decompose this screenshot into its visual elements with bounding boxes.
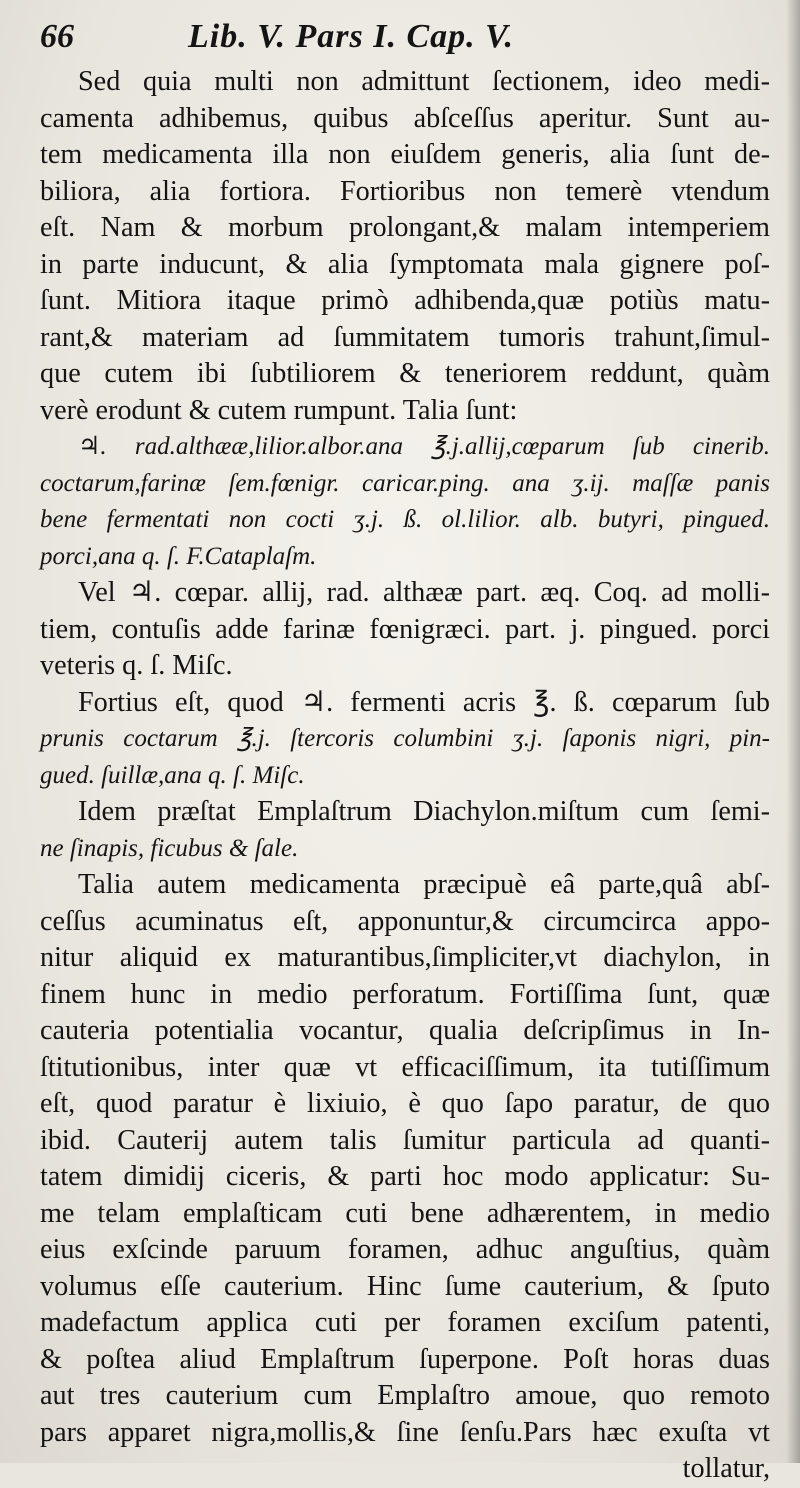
- text-line: ibid. Cauterij autem talis ſumitur particula ad quanti-: [40, 1124, 770, 1156]
- text-line: cauteria potentialia vocantur, qualia deſcripſimus in In-: [40, 1015, 770, 1046]
- text-line: Idem præſtat Emplaſtrum Diachylon.miſtum cum ſemi-: [78, 796, 770, 827]
- text-line: Sed quia multi non admittunt ſectionem, ideo medi-: [78, 66, 770, 97]
- text-line: me telam emplaſticam cuti bene adhærentem, in medio: [40, 1197, 770, 1229]
- page-edge-shadow: [786, 0, 800, 1463]
- text-line: pars apparet nigra,mollis,& ſine ſenſu.Pars hæc exuſta vt: [40, 1416, 770, 1448]
- text-line: ceſſus acuminatus eſt, apponuntur,& circumcirca appo-: [40, 905, 770, 937]
- recipe-line: ♃. rad.althææ,lilior.albor.ana ℥.j.allij,cœparum ſub cinerib.: [78, 433, 770, 460]
- recipe-line: prunis coctarum ℥.j. ſtercoris columbini ʒ.j. ſaponis nigri, pin-: [40, 725, 770, 752]
- text-line: biliora, alia fortiora. Fortioribus non temerè vtendum: [40, 175, 770, 207]
- text-line: rant,& materiam ad ſummitatem tumoris trahunt,ſimul-: [40, 321, 770, 353]
- text-line: in parte inducunt, & alia ſymptomata mala gignere poſ-: [40, 248, 770, 280]
- recipe-line: ne ſinapis, ficubus & ſale.: [40, 834, 299, 862]
- text-line: tem medicamenta illa non eiuſdem generis, alia ſunt de-: [40, 139, 770, 170]
- text-line: finem hunc in medio perforatum. Fortiſſima ſunt, quæ: [40, 978, 770, 1010]
- text-line: eius exſcinde paruum foramen, adhuc anguſtius, quàm: [40, 1234, 770, 1265]
- text-line: ſtitutionibus, inter quæ vt efficaciſſimum, ita tutiſſimum: [40, 1051, 770, 1083]
- text-line: nitur aliquid ex maturantibus,ſimpliciter,vt diachylon, in: [40, 942, 770, 973]
- text-line: tatem dimidij ciceris, & parti hoc modo applicatur: Su-: [40, 1161, 770, 1192]
- text-line: Talia autem medicamenta præcipuè eâ parte,quâ abſ-: [78, 869, 770, 900]
- body-text: [40, 64, 770, 1488]
- text-line: Vel ♃. cœpar. allij, rad. althææ part. æq. Coq. ad molli-: [78, 577, 770, 608]
- recipe-line: porci,ana q. ſ. F.Cataplaſm.: [40, 542, 317, 570]
- text-line: que cutem ibi ſubtiliorem & teneriorem reddunt, quàm: [40, 358, 770, 389]
- text-line: tiem, contuſis adde farinæ fœnigræci. part. j. pingued. porci: [40, 613, 770, 645]
- text-line: aut tres cauterium cum Emplaſtro amoue, quo remoto: [40, 1380, 770, 1411]
- recipe-line: gued. ſuillæ,ana q. ſ. Miſc.: [40, 761, 305, 789]
- page-number: 66: [40, 18, 74, 55]
- catchword: tollatur,: [682, 1453, 770, 1484]
- text-line: Fortius eſt, quod ♃. fermenti acris ℥. ß. cœparum ſub: [78, 686, 770, 718]
- recipe-line: bene fermentati non cocti ʒ.j. ß. ol.lilior. alb. butyri, pingued.: [40, 506, 770, 533]
- text-line: veteris q. ſ. Miſc.: [40, 650, 233, 681]
- text-line: ſunt. Mitiora itaque primò adhibenda,quæ potiùs matu-: [40, 285, 770, 316]
- text-line: camenta adhibemus, quibus abſceſſus aperitur. Sunt au-: [40, 102, 770, 134]
- text-line: eſt. Nam & morbum prolongant,& malam intemperiem: [40, 212, 770, 243]
- text-line: verè erodunt & cutem rumpunt. Talia ſunt:: [40, 394, 518, 426]
- running-header: [40, 18, 770, 64]
- recipe-line: coctarum,farinæ ſem.fœnigr. caricar.ping. ana ʒ.ij. maſſæ panis: [40, 469, 770, 497]
- text-line: eſt, quod paratur è lixiuio, è quo ſapo paratur, de quo: [40, 1088, 770, 1119]
- text-line: madefactum applica cuti per foramen exciſum patenti,: [40, 1307, 770, 1338]
- running-title: Lib. V. Pars I. Cap. V.: [188, 18, 514, 55]
- text-line: volumus eſſe cauterium. Hinc ſume cauterium, & ſputo: [40, 1270, 770, 1302]
- text-line: & poſtea aliud Emplaſtrum ſuperpone. Poſt horas duas: [40, 1343, 770, 1375]
